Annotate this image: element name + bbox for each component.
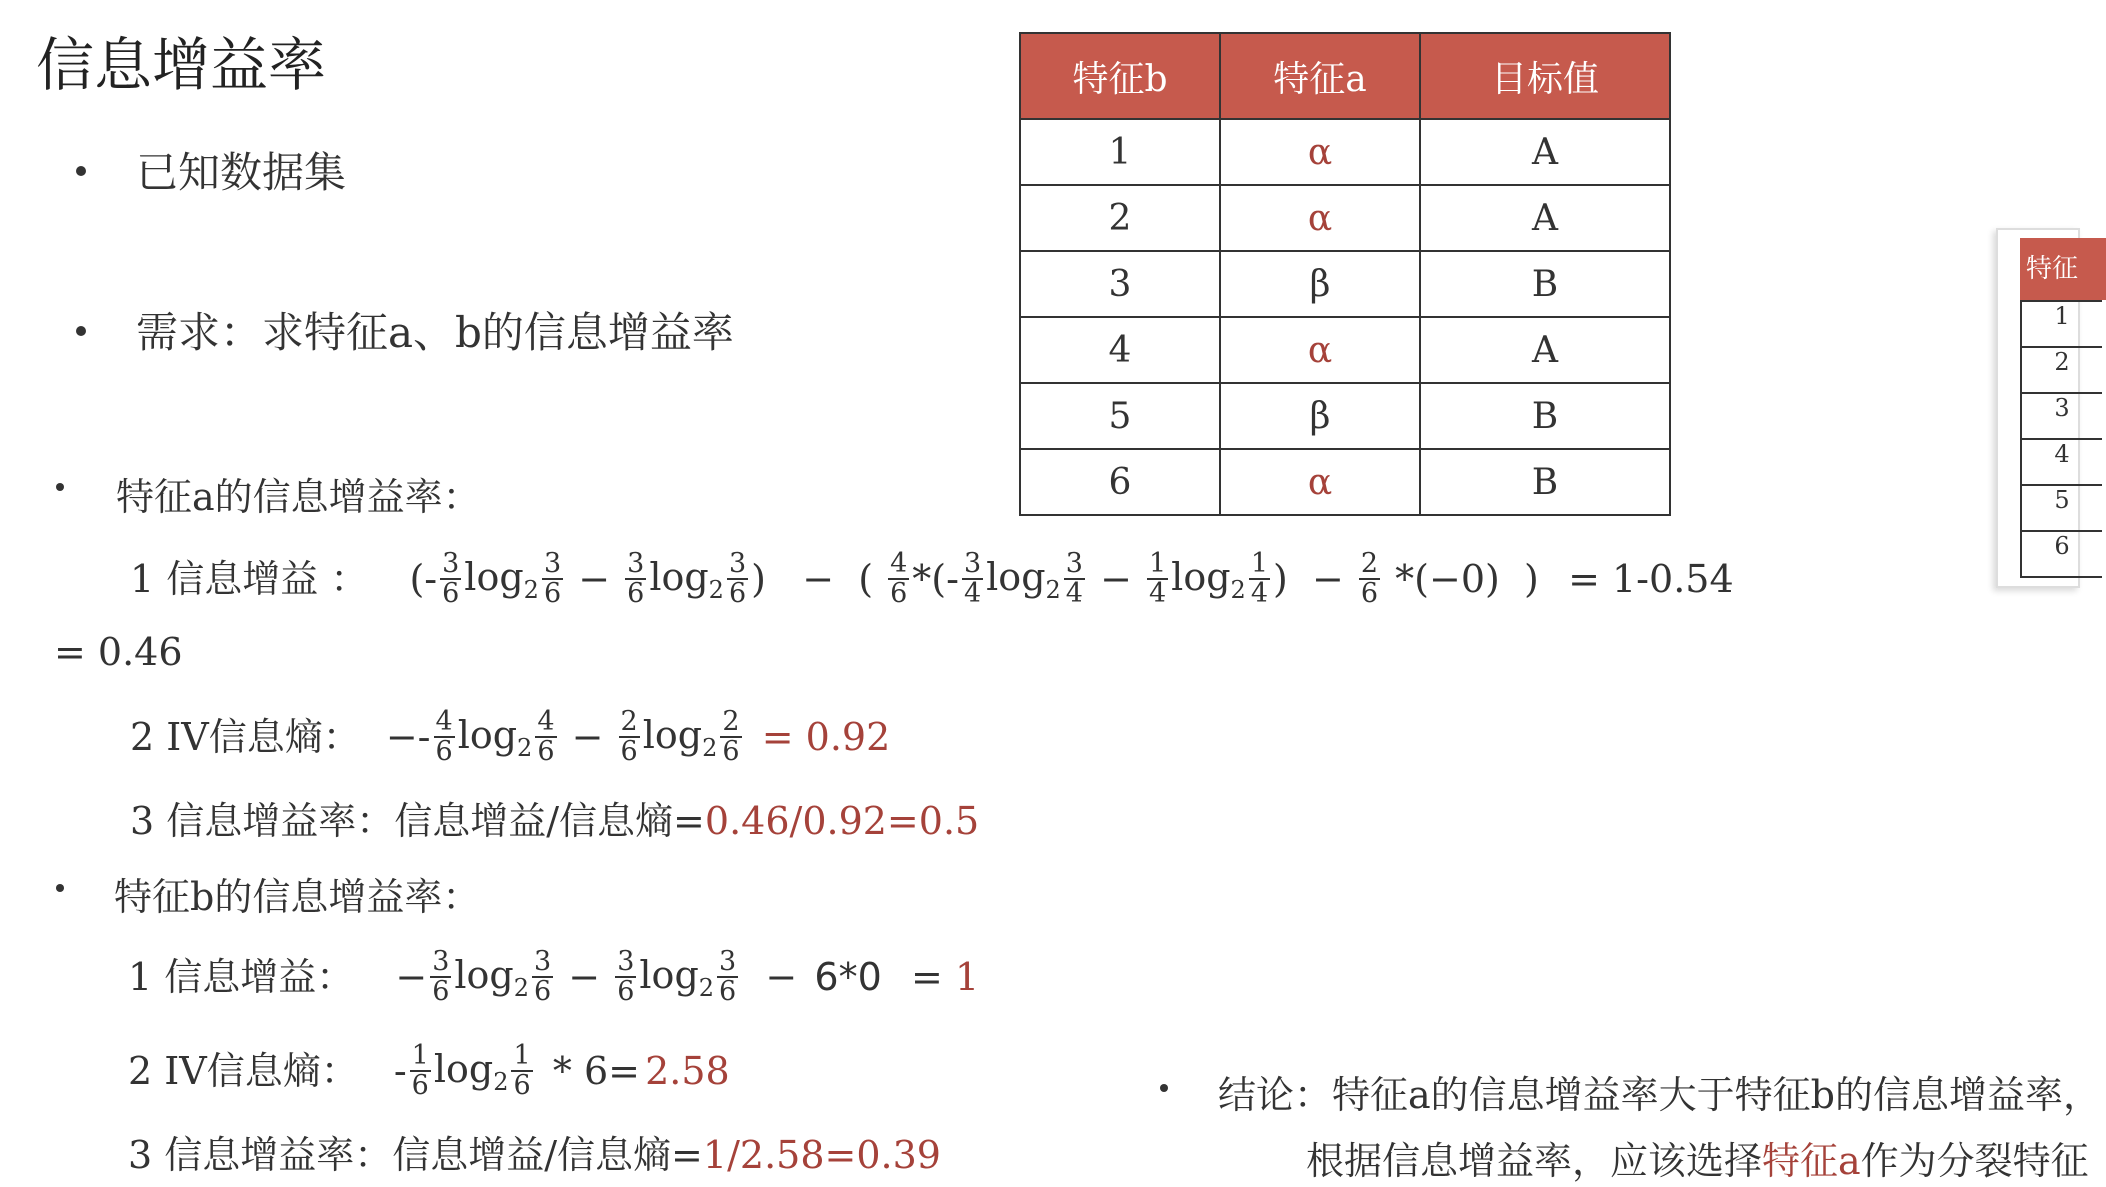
cell: α [1220, 185, 1420, 251]
cell: B [1420, 383, 1670, 449]
feature-a-heading: 特征a的信息增益率： [116, 475, 481, 519]
cell: 3 [1020, 251, 1220, 317]
header-target: 目标值 [1420, 33, 1670, 119]
step1-continuation: = 0.46 [54, 630, 183, 674]
feature-b-step1: 1 信息增益： − $\frac{3}{6}$ $\log_2$ $\frac{3}{6}$ − $\frac{3}{6}$ $\log_2$ $\frac{3}{6}$ − 6*0 = 1 [128, 945, 980, 1007]
step1-formula: (- $\frac{3}{6}$ $\log_2$ $\frac{3}{6}$ − $\frac{3}{6}$ $\log_2$ $\frac{3}{6}$ ) − ( $\frac{4}{6}$ *(- $\frac{3}{4}$ $\log_2$ $\frac{3}{4}$ − $\frac{1}{4}$ $\log_2$ $\frac{1}{4}$ ) − $\frac{2}{6}$ *(−0) ) [409, 547, 1563, 609]
step1-label: 1 信息增益 ： [130, 557, 369, 601]
feature-b-step2 [128, 1040, 730, 1100]
b-step2-result: 2.58 [645, 1049, 730, 1093]
header-feature-a: 特征a [1220, 33, 1420, 119]
table-row [1020, 449, 1670, 515]
feature-b-heading: 特征b的信息增益率： [114, 875, 481, 919]
table-row [1020, 317, 1670, 383]
bullet-dot [76, 166, 86, 176]
b-step2-formula: - $\frac{1}{6}$ $\log_2$ $\frac{1}{6}$ [393, 1039, 531, 1101]
conclusion-line1: 结论：特征a的信息增益率大于特征b的信息增益率， [1218, 1073, 2101, 1117]
b-step3-value: 1/2.58=0.39 [702, 1133, 941, 1177]
b-step2-label: 2 IV信息熵： [128, 1049, 359, 1093]
known-dataset-text: 已知数据集 [136, 148, 347, 197]
table-header-row [1020, 33, 1670, 119]
cell: A [1420, 317, 1670, 383]
cell: A [1420, 119, 1670, 185]
step2-result: = 0.92 [761, 715, 891, 759]
table-row [1020, 119, 1670, 185]
side-table-cell: 5 [2020, 484, 2102, 532]
conclusion-line2 [1306, 1130, 2089, 1185]
cell: B [1420, 251, 1670, 317]
b-step1-label: 1 信息增益： [128, 955, 355, 999]
feature-a-step3 [130, 790, 979, 845]
side-table-cell: 3 [2020, 392, 2102, 440]
feature-a-step1 [130, 548, 1734, 608]
conclusion-line2-post: 作为分裂特征 [1860, 1139, 2089, 1183]
table-row [1020, 383, 1670, 449]
cell: 2 [1020, 185, 1220, 251]
step3-value: 0.46/0.92=0.5 [704, 799, 980, 843]
cell: 1 [1020, 119, 1220, 185]
cell: 6 [1020, 449, 1220, 515]
b-step1-formula: − $\frac{3}{6}$ $\log_2$ $\frac{3}{6}$ − $\frac{3}{6}$ $\log_2$ $\frac{3}{6}$ − [395, 945, 810, 1007]
step1-result: = 1-0.54 [1568, 557, 1734, 601]
conclusion-line2-pre: 根据信息增益率，应该选择 [1306, 1139, 1763, 1183]
b-step1-result: 1 [954, 955, 980, 999]
step2-formula: −- $\frac{4}{6}$ $\log_2$ $\frac{4}{6}$ − $\frac{2}{6}$ $\log_2$ $\frac{2}{6}$ [385, 705, 740, 767]
cell: α [1220, 449, 1420, 515]
cell: 4 [1020, 317, 1220, 383]
step3-label: 3 信息增益率：信息增益/信息熵= [130, 799, 705, 843]
side-table-cell: 6 [2020, 530, 2102, 578]
step2-label: 2 IV信息熵： [130, 715, 361, 759]
side-table-cell: 1 [2020, 300, 2102, 348]
cell: A [1420, 185, 1670, 251]
b-step3-label: 3 信息增益率：信息增益/信息熵= [128, 1133, 703, 1177]
side-table-header: 特征 [2020, 238, 2106, 300]
cell: B [1420, 449, 1670, 515]
bullet-dot [1160, 1084, 1168, 1092]
page-title: 信息增益率 [36, 31, 327, 99]
b-step2-mid: * 6= [552, 1049, 640, 1093]
feature-a-step2 [130, 706, 890, 766]
side-table-cell: 4 [2020, 438, 2102, 486]
dataset-table [1019, 32, 1671, 516]
header-feature-b: 特征b [1020, 33, 1220, 119]
cell: β [1220, 383, 1420, 449]
bullet-dot [56, 884, 64, 892]
b-step1-mid: 6*0 [814, 955, 882, 999]
cell: 5 [1020, 383, 1220, 449]
requirement-text: 需求：求特征a、b的信息增益率 [136, 308, 734, 357]
cell: α [1220, 119, 1420, 185]
feature-b-step3 [128, 1124, 941, 1179]
cell: α [1220, 317, 1420, 383]
bullet-dot [76, 326, 86, 336]
cell: β [1220, 251, 1420, 317]
side-table-preview [1996, 228, 2080, 588]
conclusion-highlight: 特征a [1762, 1139, 1861, 1183]
side-table-cell: 2 [2020, 346, 2102, 394]
table-row [1020, 185, 1670, 251]
table-row [1020, 251, 1670, 317]
bullet-dot [56, 483, 64, 491]
